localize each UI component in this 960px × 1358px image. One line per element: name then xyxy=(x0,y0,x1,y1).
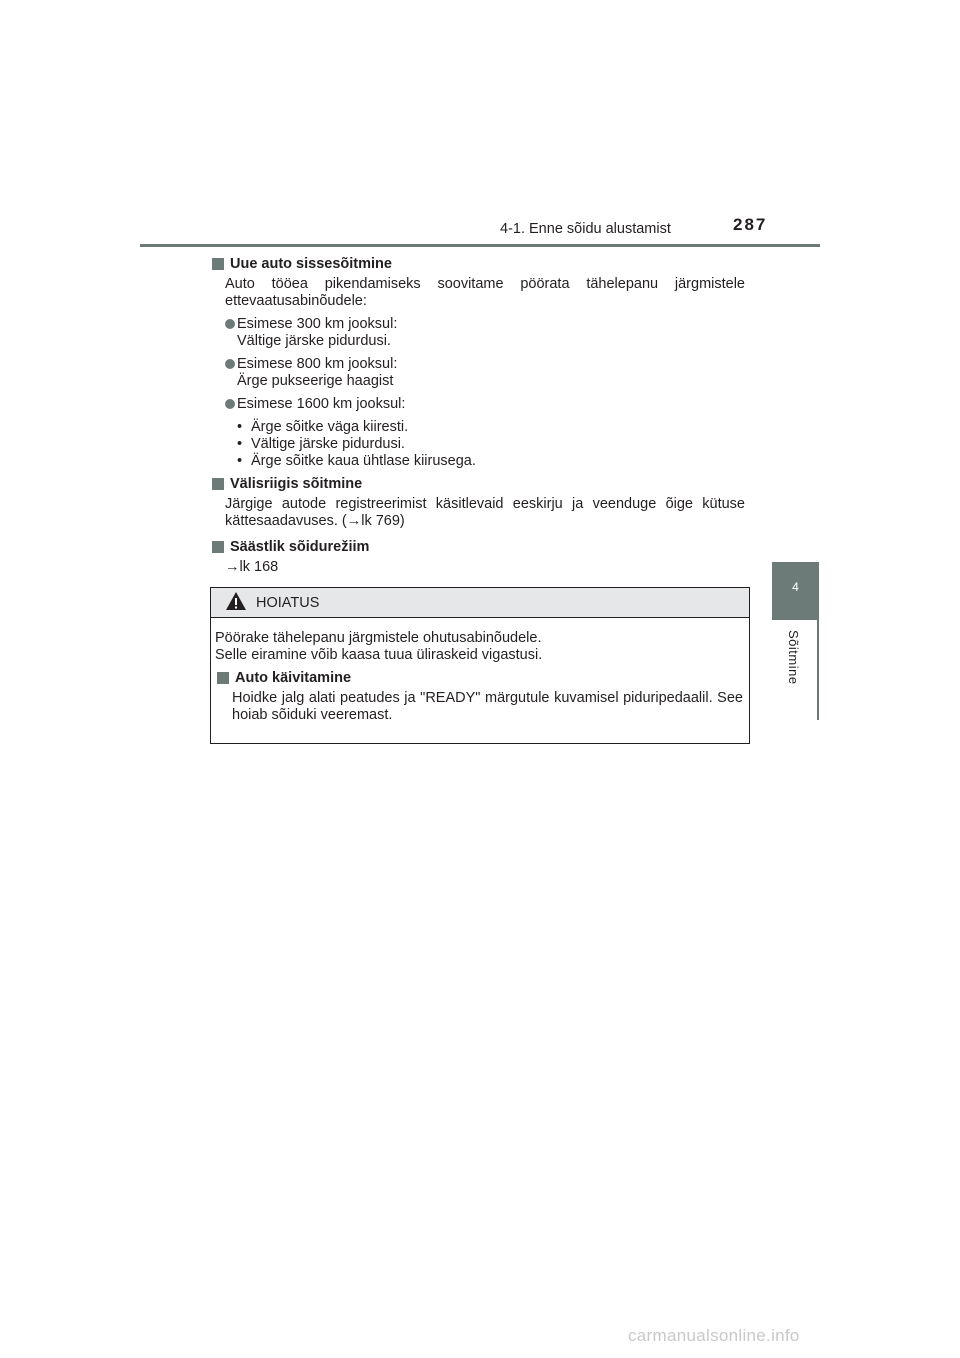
warning-text: Selle eiramine võib kaasa tuua üliraskeid vigastusi. xyxy=(215,647,543,663)
chapter-label: Sõitmine xyxy=(786,630,801,685)
sub-list-item-text: Ärge sõitke kaua ühtlase kiirusega. xyxy=(251,453,476,469)
sub-list-item xyxy=(237,419,745,436)
sub-list-item xyxy=(237,453,745,470)
section-heading-text: Säästlik sõidurežiim xyxy=(230,539,370,555)
sub-bullet-marker: • xyxy=(237,436,243,452)
section-heading-text: Uue auto sissesõitmine xyxy=(230,256,392,272)
sub-list-item xyxy=(237,436,745,453)
square-bullet-icon xyxy=(212,478,224,490)
chapter-number: 4 xyxy=(792,580,799,594)
page-reference: lk 168 xyxy=(239,559,279,575)
list-item xyxy=(225,356,745,390)
warning-title: HOIATUS xyxy=(256,594,320,611)
section-text-main: Järgige autode registreerimist käsitlevaid eeskirju ja veenduge õige kütuse kättesaadavuses. ( xyxy=(225,496,745,529)
header-section-title: 4-1. Enne sõidu alustamist xyxy=(500,221,671,237)
list-item-text: Esimese 300 km jooksul: xyxy=(237,316,398,332)
square-bullet-icon xyxy=(217,672,229,684)
square-bullet-icon xyxy=(212,541,224,553)
warning-triangle-icon xyxy=(225,591,247,615)
page-number: 287 xyxy=(733,215,768,234)
list-item-text: Esimese 1600 km jooksul: xyxy=(237,396,406,412)
circle-bullet-icon xyxy=(225,359,235,369)
warning-sub-heading xyxy=(215,670,743,687)
section-text xyxy=(225,496,745,530)
warning-header xyxy=(211,588,749,618)
warning-box xyxy=(210,587,750,744)
list-item-text: Ärge pukseerige haagist xyxy=(237,373,394,389)
warning-text: Pöörake tähelepanu järgmistele ohutusabinõudele. xyxy=(215,630,542,646)
warning-sub-heading-text: Auto käivitamine xyxy=(235,670,352,686)
section-text: Auto tööea pikendamiseks soovitame pöörata tähelepanu järgmistele ettevaatusabinõudele: xyxy=(225,276,745,309)
section-heading xyxy=(210,256,745,273)
warning-sub-text: Hoidke jalg alati peatudes ja "READY" märgutule kuvamisel piduripedaalil. See hoiab sõiduki veeremast. xyxy=(232,690,743,723)
section-heading xyxy=(210,539,745,556)
chapter-tab-rule xyxy=(817,620,819,720)
page-reference: lk 769) xyxy=(361,513,405,529)
main-content xyxy=(210,256,745,576)
warning-body xyxy=(211,618,749,724)
circle-bullet-icon xyxy=(225,399,235,409)
section-heading xyxy=(210,476,745,493)
list-item-text: Vältige järske pidurdusi. xyxy=(237,333,391,349)
sub-bullet-marker: • xyxy=(237,419,243,435)
header-rule xyxy=(140,244,820,247)
list-item xyxy=(225,396,745,413)
list-item-text: Esimese 800 km jooksul: xyxy=(237,356,398,372)
footer-watermark: carmanualsonline.info xyxy=(628,1326,800,1345)
arrow-right-icon: → xyxy=(346,513,362,529)
section-text xyxy=(225,559,745,576)
sub-bullet-marker: • xyxy=(237,453,243,469)
list-item xyxy=(225,316,745,350)
arrow-right-icon: → xyxy=(225,559,240,575)
chapter-tab xyxy=(772,562,819,620)
sub-list-item-text: Vältige järske pidurdusi. xyxy=(251,436,405,452)
section-heading-text: Välisriigis sõitmine xyxy=(230,476,363,492)
sub-list-item-text: Ärge sõitke väga kiiresti. xyxy=(251,419,409,435)
circle-bullet-icon xyxy=(225,319,235,329)
square-bullet-icon xyxy=(212,258,224,270)
